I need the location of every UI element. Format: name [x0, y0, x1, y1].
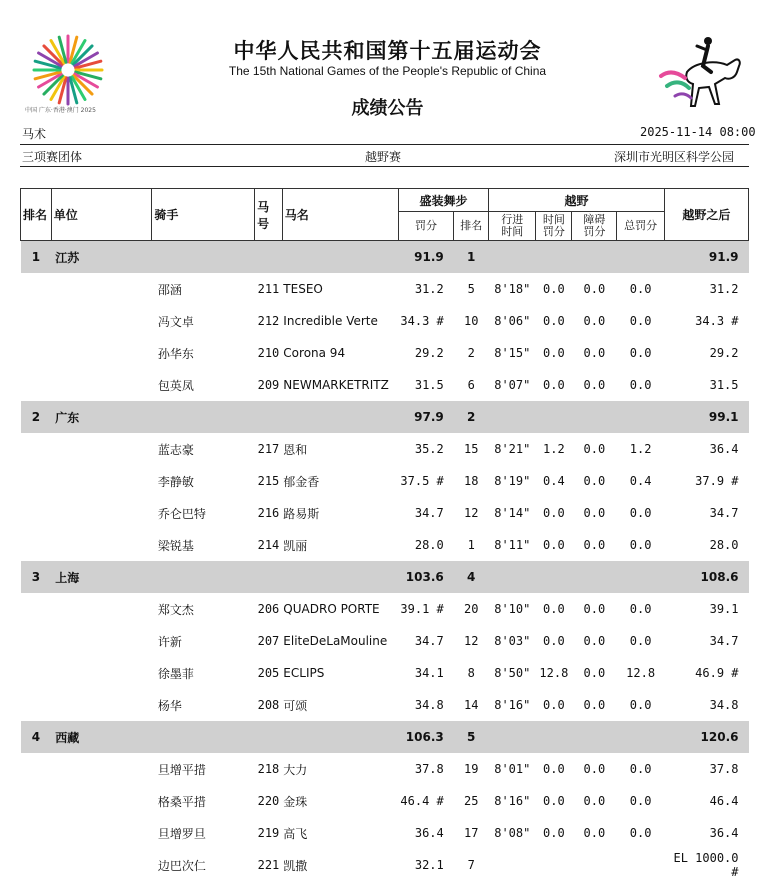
total-penalty: 0.0	[629, 506, 652, 520]
obstacle-penalty: 0.0	[583, 698, 606, 712]
rider-empty	[51, 785, 152, 817]
team-row	[21, 561, 749, 593]
ride-time: 8'01"	[494, 762, 531, 776]
total-penalty: 1.2	[629, 442, 652, 456]
team-empty	[152, 401, 255, 433]
col-dressage-placing: 排名	[454, 212, 489, 241]
total-penalty: 0.0	[629, 794, 652, 808]
ride-time	[489, 849, 536, 881]
horse-number: 212	[257, 314, 280, 328]
total-penalty: 0.0	[629, 538, 652, 552]
after-xc-score: 28.0	[709, 538, 739, 552]
ride-time: 8'03"	[494, 634, 531, 648]
total-penalty: 0.0	[629, 762, 652, 776]
rider-row	[21, 785, 749, 817]
ride-time: 8'06"	[494, 314, 531, 328]
rider-name: 旦增罗旦	[157, 826, 206, 841]
total-penalty: 0.4	[629, 474, 652, 488]
rider-row	[21, 273, 749, 305]
total-penalty: 0.0	[629, 282, 652, 296]
rider-empty	[21, 433, 52, 465]
team-rank: 4	[21, 721, 52, 753]
dressage-placing: 10	[463, 314, 479, 328]
rider-name: 冯文卓	[157, 314, 194, 329]
col-rank: 排名	[21, 189, 52, 241]
dressage-placing: 15	[463, 442, 479, 456]
horse-name: Corona 94	[283, 346, 346, 360]
team-row	[21, 721, 749, 753]
after-xc-score: 34.7	[709, 634, 739, 648]
rider-row	[21, 337, 749, 369]
team-after-xc: 99.1	[664, 401, 748, 433]
rider-name: 格桑平措	[157, 794, 206, 809]
team-name: 广东	[51, 401, 152, 433]
rider-row	[21, 529, 749, 561]
team-after-xc: 120.6	[664, 721, 748, 753]
total-penalty: 0.0	[629, 634, 652, 648]
rider-empty	[51, 305, 152, 337]
horse-name: 可颂	[283, 698, 308, 713]
after-xc-score: 31.5	[709, 378, 739, 392]
rider-empty	[51, 465, 152, 497]
time-penalty: 0.0	[543, 506, 565, 520]
rider-row	[21, 593, 749, 625]
rider-empty	[51, 817, 152, 849]
col-horse-no: 马号	[255, 189, 283, 241]
team-dressage-placing: 4	[454, 561, 489, 593]
time-penalty: 0.0	[543, 826, 565, 840]
time-penalty: 1.2	[543, 442, 565, 456]
after-xc-score: 34.3 #	[695, 314, 739, 328]
time-penalty: 0.0	[543, 602, 565, 616]
dressage-penalty: 37.8	[414, 762, 444, 776]
rider-empty	[51, 753, 152, 785]
rider-name: 蓝志豪	[157, 442, 194, 457]
horse-name: 金珠	[283, 794, 308, 809]
rider-empty	[21, 273, 52, 305]
logo-caption: 中国 广东·香港·澳门 2025	[25, 107, 96, 114]
rider-empty	[21, 625, 52, 657]
rider-empty	[21, 529, 52, 561]
header-rule-bottom	[20, 166, 749, 167]
phase-name: 越野赛	[365, 150, 402, 164]
obstacle-penalty: 0.0	[583, 442, 606, 456]
dressage-penalty: 34.7	[414, 634, 444, 648]
total-penalty	[617, 849, 664, 881]
obstacle-penalty: 0.0	[583, 346, 606, 360]
dressage-placing: 17	[463, 826, 479, 840]
rider-empty	[51, 497, 152, 529]
dressage-placing: 20	[463, 602, 479, 616]
obstacle-penalty: 0.0	[583, 634, 606, 648]
sport-name: 马术	[22, 127, 47, 141]
rider-empty	[21, 817, 52, 849]
obstacle-penalty: 0.0	[583, 282, 606, 296]
total-penalty: 0.0	[629, 826, 652, 840]
time-penalty: 12.8	[539, 666, 569, 680]
team-dressage-penalty: 103.6	[398, 561, 453, 593]
rider-empty	[51, 273, 152, 305]
team-dressage-placing: 2	[454, 401, 489, 433]
col-obstacle-penalty: 障碍 罚分	[572, 212, 617, 241]
rider-empty	[51, 689, 152, 721]
obstacle-penalty: 0.0	[583, 474, 606, 488]
ride-time: 8'16"	[494, 794, 531, 808]
after-xc-score: 46.9 #	[695, 666, 739, 680]
obstacle-penalty: 0.0	[583, 378, 606, 392]
obstacle-penalty: 0.0	[583, 506, 606, 520]
team-rank: 1	[21, 241, 52, 274]
rider-row	[21, 465, 749, 497]
total-penalty: 0.0	[629, 698, 652, 712]
total-penalty: 0.0	[629, 378, 652, 392]
horse-number: 207	[257, 634, 280, 648]
team-name: 江苏	[51, 241, 152, 274]
team-empty	[572, 721, 617, 753]
rider-empty	[21, 753, 52, 785]
team-empty	[152, 241, 255, 274]
team-empty	[255, 401, 283, 433]
col-horse: 马名	[282, 189, 398, 241]
col-dressage-penalty: 罚分	[398, 212, 453, 241]
obstacle-penalty: 0.0	[583, 794, 606, 808]
horse-name: EliteDeLaMouline	[283, 634, 388, 648]
dressage-penalty: 31.5	[414, 378, 444, 392]
rider-empty	[51, 849, 152, 881]
horse-name: ECLIPS	[283, 666, 325, 680]
col-time-penalty: 时间 罚分	[536, 212, 572, 241]
obstacle-penalty: 0.0	[583, 314, 606, 328]
rider-empty	[51, 529, 152, 561]
dressage-placing: 5	[467, 282, 475, 296]
rider-empty	[21, 689, 52, 721]
time-penalty: 0.0	[543, 762, 565, 776]
col-ride-time: 行进 时间	[489, 212, 536, 241]
team-empty	[255, 241, 283, 274]
dressage-penalty: 31.2	[414, 282, 444, 296]
team-rank: 2	[21, 401, 52, 433]
rider-row	[21, 849, 749, 881]
event-name: 三项赛团体	[22, 150, 83, 164]
team-rank: 3	[21, 561, 52, 593]
rider-name: 梁锐基	[157, 538, 194, 553]
rider-name: 包英凤	[157, 378, 194, 393]
rider-empty	[21, 785, 52, 817]
ride-time: 8'11"	[494, 538, 531, 552]
team-name: 上海	[51, 561, 152, 593]
team-empty	[489, 561, 536, 593]
team-empty	[255, 561, 283, 593]
ride-time: 8'08"	[494, 826, 531, 840]
rider-name: 许新	[157, 634, 182, 649]
horse-name: 大力	[283, 762, 308, 777]
obstacle-penalty: 0.0	[583, 538, 606, 552]
after-xc-score: 29.2	[709, 346, 739, 360]
rider-empty	[51, 625, 152, 657]
time-penalty: 0.0	[543, 282, 565, 296]
team-empty	[489, 401, 536, 433]
dressage-placing: 8	[467, 666, 475, 680]
ride-time: 8'14"	[494, 506, 531, 520]
games-title-cn: 中华人民共和国第十五届运动会	[233, 39, 542, 63]
dressage-penalty: 39.1 #	[400, 602, 444, 616]
team-after-xc: 91.9	[664, 241, 748, 274]
time-penalty: 0.0	[543, 378, 565, 392]
horse-name: 凯撒	[283, 858, 308, 873]
dressage-placing: 19	[463, 762, 479, 776]
ride-time: 8'15"	[494, 346, 531, 360]
venue-name: 深圳市光明区科学公园	[614, 150, 735, 164]
dressage-penalty: 29.2	[414, 346, 444, 360]
obstacle-penalty	[572, 849, 617, 881]
team-empty	[282, 561, 398, 593]
rider-row	[21, 305, 749, 337]
total-penalty: 0.0	[629, 314, 652, 328]
horse-number: 210	[257, 346, 280, 360]
dressage-penalty: 37.5 #	[400, 474, 444, 488]
horse-name: 凯丽	[283, 538, 308, 553]
horse-number: 216	[257, 506, 280, 520]
team-empty	[489, 241, 536, 274]
time-penalty: 0.0	[543, 634, 565, 648]
results-table	[20, 188, 749, 881]
team-dressage-placing: 1	[454, 241, 489, 274]
rider-name: 边巴次仁	[157, 858, 206, 873]
rider-empty	[21, 369, 52, 401]
dressage-penalty: 32.1	[414, 858, 444, 872]
ride-time: 8'10"	[494, 602, 531, 616]
team-empty	[282, 401, 398, 433]
dressage-placing: 6	[467, 378, 475, 392]
total-penalty: 12.8	[626, 666, 656, 680]
horse-number: 215	[257, 474, 280, 488]
team-dressage-penalty: 91.9	[398, 241, 453, 274]
rider-row	[21, 689, 749, 721]
team-empty	[536, 721, 572, 753]
horse-name: 郁金香	[283, 474, 320, 489]
games-title-en: The 15th National Games of the People's Republic of China	[228, 64, 547, 78]
ride-time: 8'50"	[494, 666, 531, 680]
ride-time: 8'16"	[494, 698, 531, 712]
team-empty	[572, 401, 617, 433]
team-empty	[282, 721, 398, 753]
dressage-penalty: 35.2	[414, 442, 444, 456]
dressage-placing: 18	[463, 474, 479, 488]
after-xc-score: 34.7	[709, 506, 739, 520]
after-xc-score: 36.4	[709, 442, 739, 456]
col-cross-country: 越野	[489, 189, 665, 212]
rider-empty	[51, 369, 152, 401]
rider-name: 李静敏	[157, 474, 194, 489]
team-empty	[255, 721, 283, 753]
horse-name: 路易斯	[283, 506, 320, 521]
team-empty	[536, 401, 572, 433]
ride-time: 8'21"	[494, 442, 531, 456]
rider-name: 乔仑巴特	[157, 506, 206, 521]
after-xc-score: 46.4	[709, 794, 739, 808]
time-penalty: 0.0	[543, 794, 565, 808]
dressage-penalty: 34.3 #	[400, 314, 444, 328]
after-xc-score: EL 1000.0 #	[673, 851, 739, 879]
col-after-xc: 越野之后	[664, 189, 748, 241]
rider-row	[21, 817, 749, 849]
rider-name: 邵涵	[157, 282, 182, 297]
team-empty	[617, 401, 664, 433]
dressage-penalty: 34.8	[414, 698, 444, 712]
team-empty	[617, 721, 664, 753]
dressage-placing: 1	[467, 538, 475, 552]
obstacle-penalty: 0.0	[583, 762, 606, 776]
after-xc-score: 31.2	[709, 282, 739, 296]
total-penalty: 0.0	[629, 346, 652, 360]
horse-number: 205	[257, 666, 280, 680]
dressage-placing: 12	[463, 634, 479, 648]
dressage-penalty: 28.0	[414, 538, 444, 552]
rider-empty	[21, 849, 52, 881]
team-empty	[489, 721, 536, 753]
team-dressage-penalty: 97.9	[398, 401, 453, 433]
rider-row	[21, 369, 749, 401]
rider-empty	[21, 593, 52, 625]
rider-row	[21, 625, 749, 657]
horse-number: 217	[257, 442, 280, 456]
rider-name: 徐墨菲	[157, 666, 194, 681]
time-penalty: 0.0	[543, 314, 565, 328]
col-rider: 骑手	[152, 189, 255, 241]
after-xc-score: 37.9 #	[695, 474, 739, 488]
horse-name: QUADRO PORTE	[283, 602, 380, 616]
rider-name: 孙华东	[157, 346, 194, 361]
team-empty	[536, 561, 572, 593]
team-empty	[572, 561, 617, 593]
total-penalty: 0.0	[629, 602, 652, 616]
team-row	[21, 241, 749, 274]
team-after-xc: 108.6	[664, 561, 748, 593]
horse-name: NEWMARKETRITZ	[283, 378, 389, 392]
rider-empty	[51, 433, 152, 465]
horse-number: 211	[257, 282, 280, 296]
horse-number: 219	[257, 826, 280, 840]
time-penalty: 0.0	[543, 538, 565, 552]
rider-row	[21, 433, 749, 465]
dressage-placing: 7	[467, 858, 475, 872]
horse-name: 恩和	[283, 442, 308, 457]
dressage-placing: 14	[463, 698, 479, 712]
horse-number: 209	[257, 378, 280, 392]
dressage-placing: 12	[463, 506, 479, 520]
team-empty	[152, 721, 255, 753]
horse-number: 221	[257, 858, 280, 872]
dressage-penalty: 34.1	[414, 666, 444, 680]
date-time: 2025-11-14 08:00	[640, 125, 756, 139]
team-empty	[572, 241, 617, 274]
ride-time: 8'18"	[494, 282, 531, 296]
dressage-penalty: 36.4	[414, 826, 444, 840]
horse-name: 高飞	[283, 826, 308, 841]
horse-number: 220	[257, 794, 280, 808]
after-xc-score: 36.4	[709, 826, 739, 840]
rider-empty	[21, 305, 52, 337]
obstacle-penalty: 0.0	[583, 666, 606, 680]
team-empty	[536, 241, 572, 274]
rider-row	[21, 657, 749, 689]
dressage-penalty: 34.7	[414, 506, 444, 520]
col-dressage: 盛装舞步	[398, 189, 488, 212]
horse-name: Incredible Verte	[283, 314, 378, 328]
dressage-penalty: 46.4 #	[400, 794, 444, 808]
horse-name: TESEO	[283, 282, 323, 296]
document-title: 成绩公告	[351, 98, 424, 119]
rider-empty	[51, 593, 152, 625]
ride-time: 8'19"	[494, 474, 531, 488]
col-total-penalty: 总罚分	[617, 212, 664, 241]
rider-name: 杨华	[157, 698, 182, 713]
rider-name: 旦增平措	[157, 762, 206, 777]
obstacle-penalty: 0.0	[583, 826, 606, 840]
dressage-placing: 25	[463, 794, 479, 808]
horse-number: 214	[257, 538, 280, 552]
after-xc-score: 37.8	[709, 762, 739, 776]
team-empty	[617, 561, 664, 593]
ride-time: 8'07"	[494, 378, 531, 392]
time-penalty: 0.0	[543, 346, 565, 360]
horse-number: 206	[257, 602, 280, 616]
horse-number: 218	[257, 762, 280, 776]
rider-empty	[21, 337, 52, 369]
team-empty	[617, 241, 664, 274]
header-rule	[20, 144, 749, 145]
after-xc-score: 39.1	[709, 602, 739, 616]
rider-empty	[51, 657, 152, 689]
horse-number: 208	[257, 698, 280, 712]
rider-row	[21, 753, 749, 785]
rider-empty	[51, 337, 152, 369]
team-name: 西藏	[51, 721, 152, 753]
team-dressage-placing: 5	[454, 721, 489, 753]
team-dressage-penalty: 106.3	[398, 721, 453, 753]
time-penalty: 0.0	[543, 698, 565, 712]
rider-empty	[21, 497, 52, 529]
time-penalty: 0.4	[543, 474, 565, 488]
team-empty	[282, 241, 398, 274]
dressage-placing: 2	[467, 346, 475, 360]
rider-name: 郑文杰	[157, 602, 194, 617]
rider-empty	[21, 465, 52, 497]
after-xc-score: 34.8	[709, 698, 739, 712]
team-empty	[152, 561, 255, 593]
team-row	[21, 401, 749, 433]
obstacle-penalty: 0.0	[583, 602, 606, 616]
rider-empty	[21, 657, 52, 689]
time-penalty	[536, 849, 572, 881]
col-team: 单位	[51, 189, 152, 241]
rider-row	[21, 497, 749, 529]
